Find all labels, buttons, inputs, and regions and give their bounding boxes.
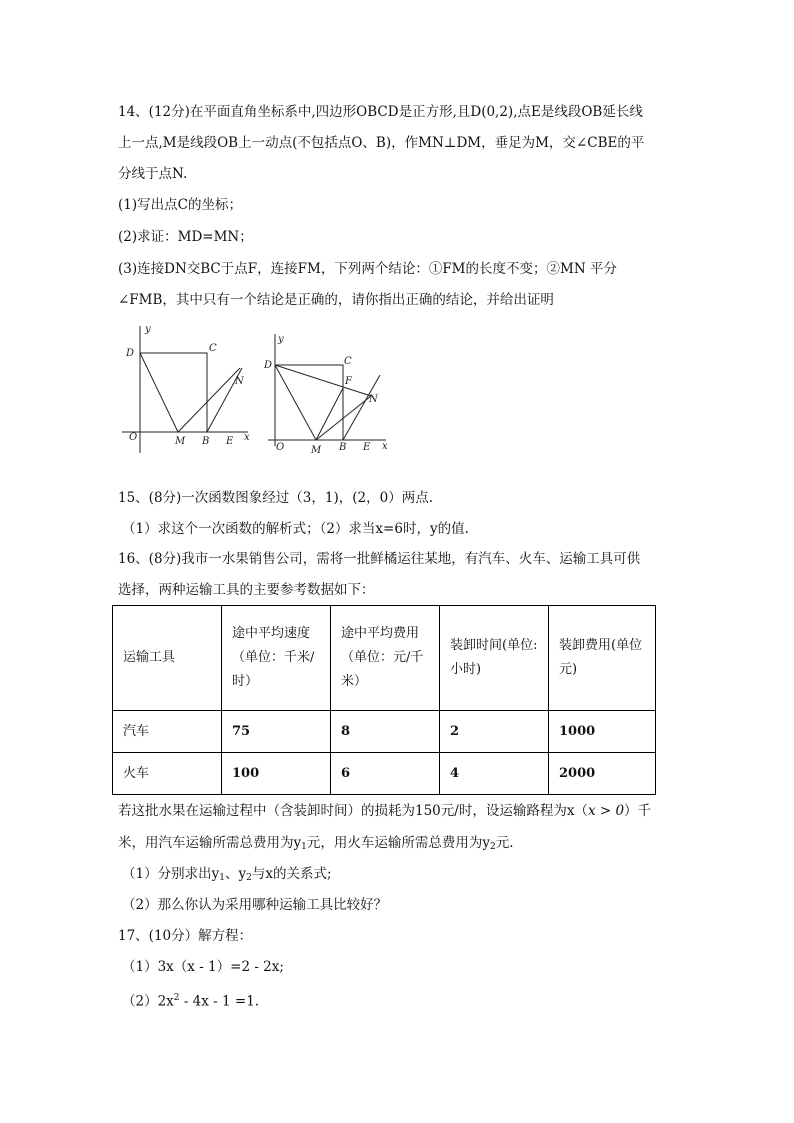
- table-header-row: [113, 606, 656, 711]
- fig1-label-e: E: [226, 436, 234, 447]
- fig1-label-m: M: [175, 436, 186, 447]
- figure-2: [263, 334, 388, 456]
- row-car-tool: 汽车: [113, 711, 222, 753]
- fig2-label-d: D: [264, 360, 273, 371]
- fig2-label-c: C: [344, 356, 352, 367]
- figure-1: [122, 324, 250, 453]
- fig2-path-dmn: [275, 365, 371, 440]
- fig1-square: [140, 353, 207, 432]
- header-fee: 装卸费用(单位 元): [549, 606, 656, 711]
- row-car-time: 2: [440, 711, 549, 753]
- q17-part-2: $(2)2x^2 - 4x - 1 =1$.: [122, 993, 260, 1010]
- fig1-label-b: B: [202, 436, 210, 447]
- fig2-label-x: x: [382, 441, 388, 452]
- q14-part-3a: (3)连接DN交BC于点F，连接FM，下列两个结论：①FM的长度不变；②MN 平分: [118, 261, 617, 277]
- row-train-time: 4: [440, 753, 549, 795]
- q14-part-2: (2)求证：MD=MN；: [118, 229, 253, 245]
- q15-line-2: （1）求这个一次函数的解析式；（2）求当x=6时，y的值.: [122, 521, 469, 537]
- q14-line-3: 分线于点N.: [118, 166, 188, 182]
- fig2-line-fm: [316, 388, 343, 440]
- fig2-label-o: O: [276, 442, 285, 453]
- fig1-label-o: O: [129, 432, 138, 443]
- header-speed: 途中平均速度 （单位：千米/ 时）: [222, 606, 331, 711]
- fig1-label-c: C: [209, 343, 217, 354]
- fig2-label-f: F: [345, 376, 352, 387]
- fig1-path-dmn: [140, 353, 240, 432]
- row-train-tool: 火车: [113, 753, 222, 795]
- transport-table: [112, 605, 656, 795]
- q16-after-2: 米，用汽车运输所需总费用为$y_1$元，用火车运输所需总费用为$y_2$元.: [118, 835, 514, 852]
- q15-line-1: 15、(8分)一次函数图象经过（3，1)，(2，0）两点.: [118, 490, 433, 506]
- header-cost: 途中平均费用 （单位：元/千 米）: [331, 606, 440, 711]
- fig2-label-n: N: [369, 394, 378, 405]
- fig1-label-x: x: [244, 432, 250, 443]
- row-train-speed: 100: [222, 753, 331, 795]
- row-car-cost: 8: [331, 711, 440, 753]
- fig1-label-y: y: [145, 324, 151, 335]
- fig2-label-m: M: [311, 445, 322, 456]
- q14-part-3b: ∠FMB，其中只有一个结论是正确的，请你指出正确的结论，并给出证明: [118, 292, 554, 308]
- q17-part-1: （1）3x（x - 1）=2 - 2x;: [122, 959, 284, 975]
- header-tool: 运输工具: [113, 606, 222, 711]
- fig2-label-y: y: [278, 334, 284, 345]
- fig1-label-d: D: [126, 348, 135, 359]
- condition-x-positive: x > 0: [587, 803, 625, 819]
- row-train-fee: 2000: [549, 753, 656, 795]
- q14-part-1: (1)写出点C的坐标；: [118, 197, 242, 213]
- q16-after-1: 若这批水果在运输过程中（含装卸时间）的损耗为150元/时，设运输路程为x（x > 0）千: [118, 803, 652, 819]
- q16-part-1: （1）分别求出$y_1$、$y_2$与x的关系式;: [122, 866, 332, 883]
- q14-line-2: 上一点,M是线段OB上一动点(不包括点O、B)，作MN⊥DM，垂足为M，交∠CBE的平: [118, 135, 645, 151]
- q14-line-1: 14、(12分)在平面直角坐标系中,四边形OBCD是正方形,且D(0,2),点E是线段OB延长线: [118, 104, 643, 120]
- header-time: 装卸时间(单位: 小时): [440, 606, 549, 711]
- q16-part-2: （2）那么你认为采用哪种运输工具比较好？: [122, 897, 388, 913]
- geometry-figures: [118, 318, 408, 458]
- fig2-label-e: E: [363, 442, 371, 453]
- row-car-speed: 75: [222, 711, 331, 753]
- row-car-fee: 1000: [549, 711, 656, 753]
- table-row: [113, 753, 656, 795]
- fig2-label-b: B: [339, 442, 347, 453]
- q16-line-2: 选择，两种运输工具的主要参考数据如下：: [118, 582, 375, 598]
- table-row: [113, 711, 656, 753]
- row-train-cost: 6: [331, 753, 440, 795]
- q16-line-1: 16、(8分)我市一水果销售公司，需将一批鲜橘运往某地，有汽车、火车、运输工具可供: [118, 551, 641, 567]
- q17-line-1: 17、(10分）解方程：: [118, 928, 253, 944]
- fig1-label-n: N: [235, 376, 244, 387]
